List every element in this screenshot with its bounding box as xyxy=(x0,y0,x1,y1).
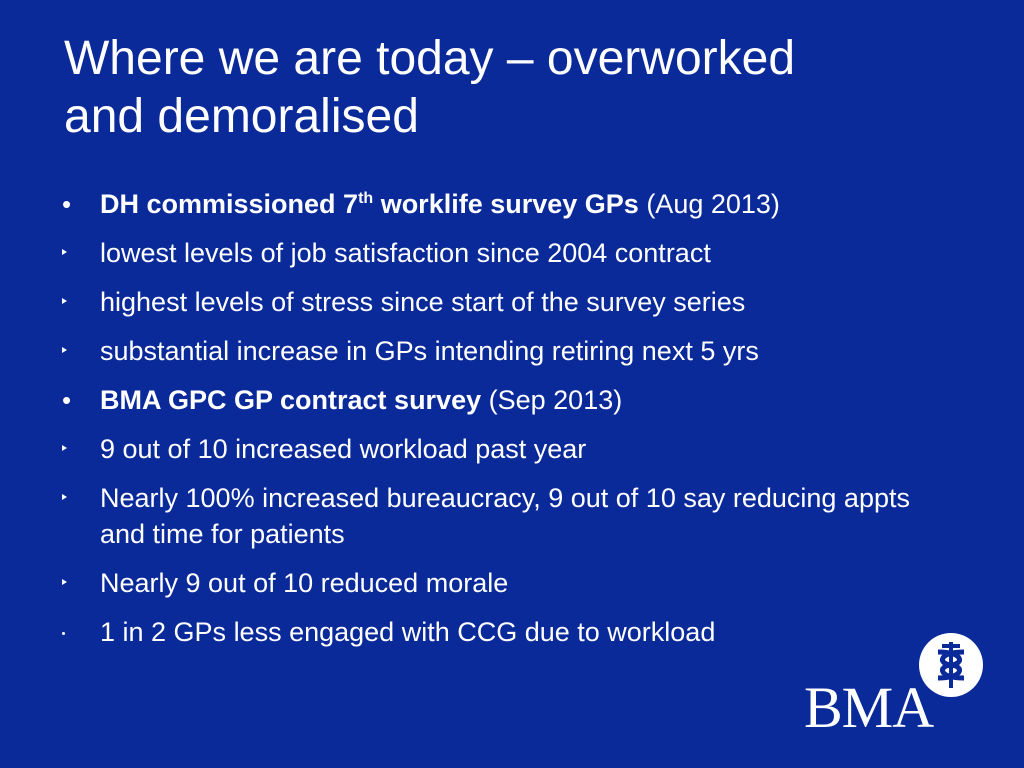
small-dot-bullet-icon xyxy=(62,632,65,635)
arrow-bullet-icon xyxy=(62,494,67,500)
bullet-text: substantial increase in GPs intending retiring next 5 yrs xyxy=(100,336,759,366)
title-line-2: and demoralised xyxy=(64,90,419,143)
sub-bullet-item xyxy=(62,235,962,271)
bullet-dot-icon: • xyxy=(62,385,72,415)
arrow-bullet-icon xyxy=(62,445,67,451)
bullet-text: highest levels of stress since start of the survey series xyxy=(100,287,746,317)
title-line-1: Where we are today – overworked xyxy=(64,32,796,85)
sub-bullet-item xyxy=(62,284,962,320)
bullet-text: 9 out of 10 increased workload past year xyxy=(100,434,587,464)
bullet-bold-text: BMA GPC GP contract survey xyxy=(100,385,482,415)
bullet-text: Nearly 100% increased bureaucracy, 9 out of 10 say reducing appts and time for patients xyxy=(100,483,910,549)
bullet-list xyxy=(62,186,962,663)
arrow-bullet-icon xyxy=(62,298,67,304)
bullet-text: 1 in 2 GPs less engaged with CCG due to workload xyxy=(100,617,716,647)
sub-bullet-item xyxy=(62,480,962,552)
bullet-item xyxy=(62,186,962,222)
sub-bullet-item xyxy=(62,565,962,601)
bullet-text: lowest levels of job satisfaction since 2004 contract xyxy=(100,238,711,268)
bullet-bold-text: DH commissioned 7th worklife survey GPs xyxy=(100,189,639,219)
slide-title xyxy=(64,30,964,146)
arrow-bullet-icon xyxy=(62,579,67,585)
bullet-text: Nearly 9 out of 10 reduced morale xyxy=(100,568,509,598)
sub-bullet-item xyxy=(62,333,962,369)
bullet-item xyxy=(62,382,962,418)
bullet-dot-icon: • xyxy=(62,189,72,219)
bma-logo xyxy=(800,632,990,742)
bullet-normal-text: (Sep 2013) xyxy=(481,385,623,415)
sub-bullet-item xyxy=(62,431,962,467)
arrow-bullet-icon xyxy=(62,249,67,255)
bma-logo-text: BMA xyxy=(804,675,934,740)
arrow-bullet-icon xyxy=(62,347,67,353)
bullet-normal-text: (Aug 2013) xyxy=(638,189,780,219)
